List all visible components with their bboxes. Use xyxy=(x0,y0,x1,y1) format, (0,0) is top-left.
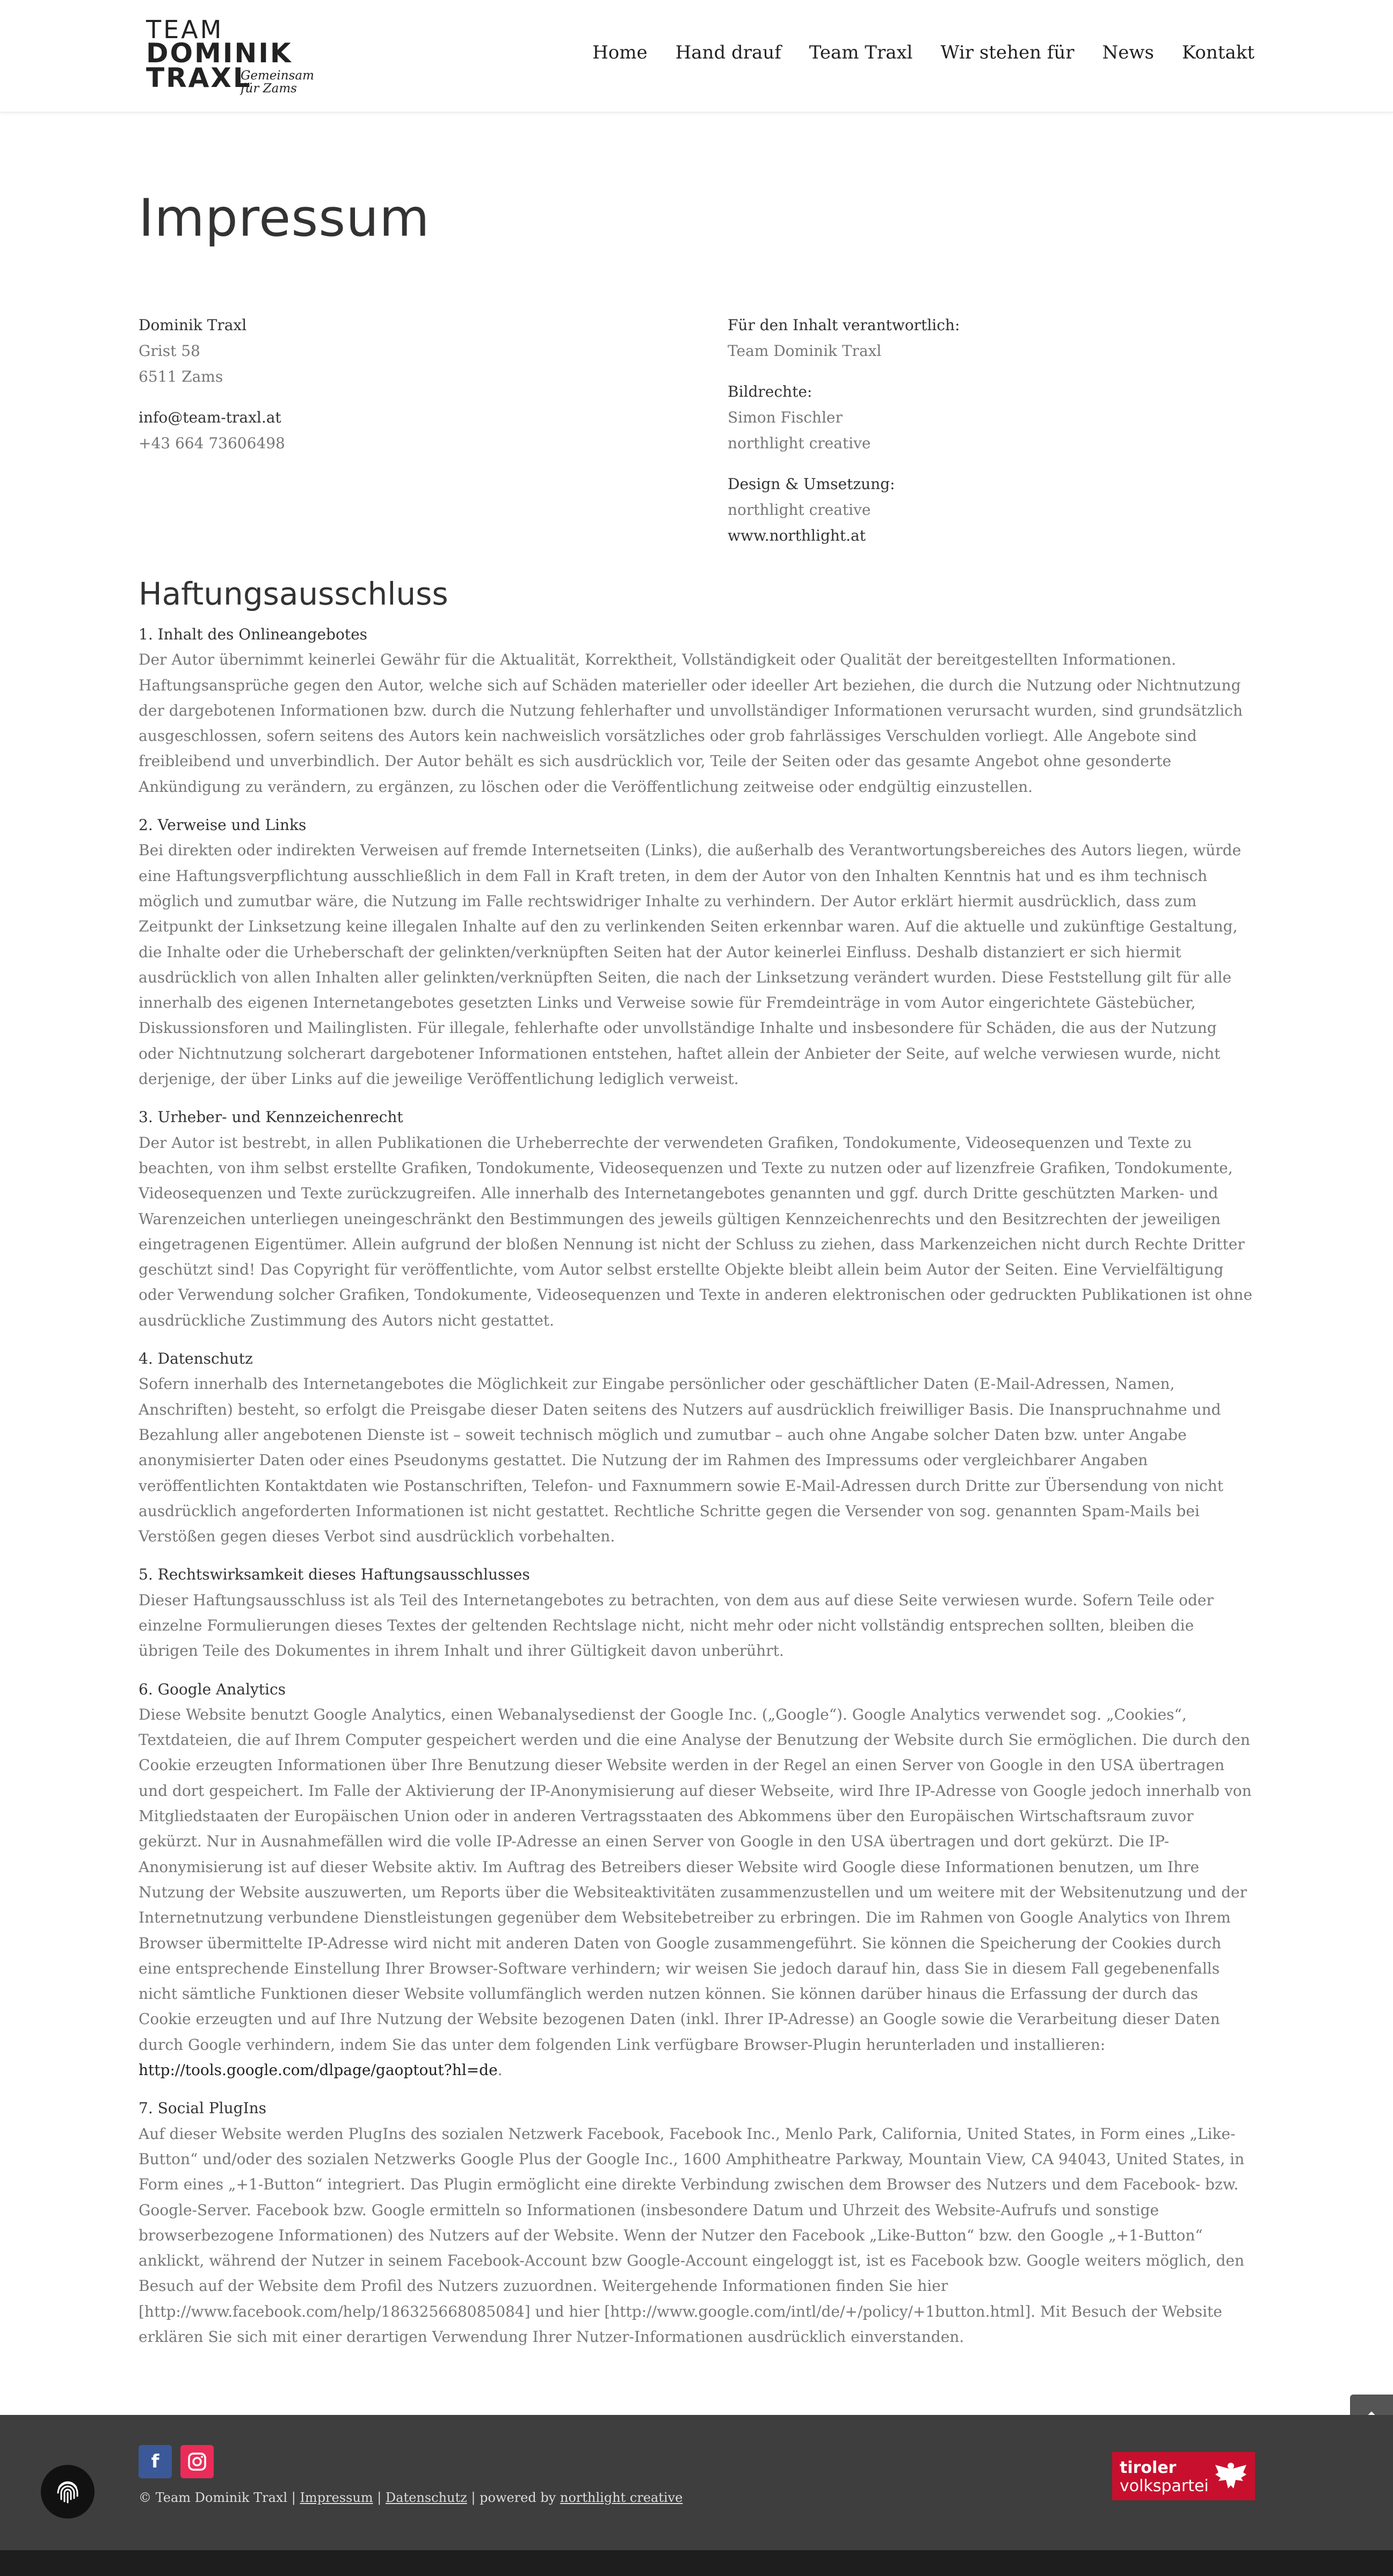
section-text: Der Autor übernimmt keinerlei Gewähr für die Aktualität, Korrektheit, Vollständigkeit oder Qualität der bereitgestellten Informationen. Haftungsansprüche gegen den Autor, welche sich auf Schäden materieller oder ideeller Art beziehen, die durch die Nutzung oder Nichtnutzung der dargebotenen Informationen bzw. durch die Nutzung fehlerhafter und unvollständiger Informationen verursacht wurden, sind grundsätzlich ausgeschlossen, sofern seitens des Autors kein nachweislich vorsätzliches oder grob fahrlässiges Verschulden vorliegt. Alle Angebote sind freibleibend und unverbindlich. Der Autor behält es sich ausdrücklich vor, Teile der Seiten oder das gesamte Angebot ohne gesonderte Ankündigung zu verändern, zu ergänzen, zu löschen oder die Veröffentlichung zeitweise oder endgültig einzustellen. xyxy=(139,651,1243,796)
design-link[interactable]: www.northlight.at xyxy=(728,527,866,544)
section-text: Der Autor ist bestrebt, in allen Publikationen die Urheberrechte der verwendeten Grafiken, Tondokumente, Videosequenzen und Texte zu beachten, von ihm selbst erstellte Grafiken, Tondokumente, Videosequenzen und Texte zu nutzen oder auf lizenzfreie Grafiken, Tondokumente, Videosequenzen und Texte zurückzugreifen. Alle innerhalb des Internetangebotes genannten und ggf. durch Dritte geschützten Marken- und Warenzeichen unterliegen uneingeschränkt den Bestimmungen des jeweils gültigen Kennzeichenrechts und den Besitzrechten der jeweiligen eingetragenen Eigentümer. Allein aufgrund der bloßen Nennung ist nicht der Schluss zu ziehen, dass Markenzeichen nicht durch Rechte Dritter geschützt sind! Das Copyright für veröffentlichte, vom Autor selbst erstellte Objekte bleibt allein beim Autor der Seiten. Eine Vervielfältigung oder Verwendung solcher Grafiken, Tondokumente, Videosequenzen und Texte in anderen elektronischen oder gedruckten Publikationen ist ohne ausdrückliche Zustimmung des Autors nicht gestattet. xyxy=(139,1133,1253,1329)
main-content xyxy=(139,188,1253,2346)
fingerprint-icon xyxy=(52,2476,84,2508)
nav-home[interactable]: Home xyxy=(592,42,648,63)
party-logo-line-2: volkspartei xyxy=(1120,2477,1209,2495)
logo-line-traxl: TRAXL xyxy=(146,62,252,93)
design-value: northlight creative xyxy=(728,501,871,519)
section-heading: 5. Rechtswirksamkeit dieses Haftungsausschlusses xyxy=(139,1566,530,1584)
contact-phone: +43 664 73606498 xyxy=(139,434,285,452)
logo-tagline-1: Gemeinsam xyxy=(241,69,314,83)
instagram-icon xyxy=(187,2452,207,2471)
page-title: Impressum xyxy=(139,188,430,248)
contact-city: 6511 Zams xyxy=(139,368,223,385)
section-social-plugins xyxy=(139,2095,1253,2349)
footer-separator: | xyxy=(373,2490,386,2505)
party-logo-line-1: tiroler xyxy=(1120,2458,1177,2477)
section-text: Dieser Haftungsausschluss ist als Teil des Internetangebotes zu betrachten, von dem aus auf diese Seite verwiesen wurde. Sofern Teile oder einzelne Formulierungen dieses Textes der geltenden Rechtslage nicht, nicht mehr oder nicht vollständig entsprechen sollten, bleiben die übrigen Teile des Dokumentes in ihrem Inhalt und ihrer Gültigkeit davon unberührt. xyxy=(139,1591,1214,1660)
logo-line-dominik: DOMINIK xyxy=(146,38,293,69)
section-text: Sofern innerhalb des Internetangebotes die Möglichkeit zur Eingabe persönlicher oder geschäftlicher Daten (E-Mail-Adressen, Namen, Anschriften) besteht, so erfolgt die Preisgabe dieser Daten seitens des Nutzers auf ausdrücklich freiwilliger Basis. Die Inanspruchnahme und Bezahlung aller angebotenen Dienste ist – soweit technisch möglich und zumutbar – auch ohne Angabe solcher Daten bzw. unter Angabe anonymisierter Daten oder eines Pseudonyms gestattet. Die Nutzung der im Rahmen des Impressums oder vergleichbarer Angaben veröffentlichten Kontaktdaten wie Postanschriften, Telefon- und Faxnummern sowie E-Mail-Adressen durch Dritte zur Übersendung von nicht ausdrücklich angeforderten Informationen ist nicht gestattet. Rechtliche Schritte gegen die Versender von sog. genannten Spam-Mails bei Verstößen gegen dieses Verbot sind ausdrücklich vorbehalten. xyxy=(139,1375,1224,1546)
section-text-end: . xyxy=(497,2061,503,2079)
social-links xyxy=(139,2445,214,2478)
nav-kontakt[interactable]: Kontakt xyxy=(1181,42,1254,63)
footer-datenschutz-link[interactable]: Datenschutz xyxy=(385,2490,467,2505)
section-heading: 7. Social PlugIns xyxy=(139,2099,267,2117)
footer-northlight-link[interactable]: northlight creative xyxy=(560,2490,683,2505)
main-nav xyxy=(592,42,1254,63)
section-privacy xyxy=(139,1346,1253,1549)
responsibility-block xyxy=(728,312,960,549)
footer-bottom-bar xyxy=(0,2550,1393,2576)
section-google-analytics xyxy=(139,1677,1253,2083)
image-rights-value-1: Simon Fischler xyxy=(728,409,843,426)
contact-name: Dominik Traxl xyxy=(139,316,247,334)
logo-line-team: TEAM xyxy=(146,15,224,44)
nav-team-traxl[interactable]: Team Traxl xyxy=(809,42,913,63)
section-copyright xyxy=(139,1104,1253,1333)
section-heading: 3. Urheber- und Kennzeichenrecht xyxy=(139,1108,403,1126)
section-text xyxy=(139,1702,1253,2083)
section-heading: 6. Google Analytics xyxy=(139,1680,286,1698)
nav-hand-drauf[interactable]: Hand drauf xyxy=(675,42,781,63)
footer-copyright xyxy=(139,2490,683,2505)
nav-wir-stehen-fuer[interactable]: Wir stehen für xyxy=(940,42,1075,63)
contact-email-link[interactable]: info@team-traxl.at xyxy=(139,409,281,426)
copyright-text: © Team Dominik Traxl | xyxy=(139,2490,300,2505)
image-rights-value-2: northlight creative xyxy=(728,434,871,452)
section-text-body: Diese Website benutzt Google Analytics, einen Webanalysedienst der Google Inc. („Google“). Google Analytics verwendet sog. „Cookies“, Textdateien, die auf Ihrem Computer gespeichert werden und die eine Analyse der Benutzung der Website durch Sie ermöglichen. Die durch den Cookie erzeugten Informationen über Ihre Benutzung dieser Website werden in der Regel an einen Server von Google in den USA übertragen und dort gespeichert. Im Falle der Aktivierung der IP-Anonymisierung auf dieser Webseite, wird Ihre IP-Adresse von Google jedoch innerhalb von Mitgliedstaaten der Europäischen Union oder in anderen Vertragsstaaten des Abkommens über den Europäischen Wirtschaftsraum zuvor gekürzt. Nur in Ausnahmefällen wird die volle IP-Adresse an einen Server von Google in den USA übertragen und dort gekürzt. Die IP-Anonymisierung ist auf dieser Website aktiv. Im Auftrag des Betreibers dieser Website wird Google diese Informationen benutzen, um Ihre Nutzung der Website auszuwerten, um Reports über die Websiteaktivitäten zusammenzustellen und um weitere mit der Websitenutzung und der Internetnutzung verbundene Dienstleistungen gegenüber dem Websitebetreiber zu erbringen. Die im Rahmen von Google Analytics von Ihrem Browser übermittelte IP-Adresse wird nicht mit anderen Daten von Google zusammengeführt. Sie können die Speicherung der Cookies durch eine entsprechende Einstellung Ihrer Browser-Software verhindern; wir weisen Sie jedoch darauf hin, dass Sie in diesem Fall gegebenenfalls nicht sämtliche Funktionen dieser Website vollumfänglich werden nutzen können. Sie können darüber hinaus die Erfassung der durch das Cookie erzeugten und auf Ihre Nutzung der Website bezogenen Daten (inkl. Ihrer IP-Adresse) an Google sowie die Verarbeitung dieser Daten durch Google verhindern, indem Sie das unter dem folgenden Link verfügbare Browser-Plugin herunterladen und installieren: xyxy=(139,1705,1252,2054)
nav-news[interactable]: News xyxy=(1102,42,1154,63)
contact-block xyxy=(139,312,285,456)
design-label: Design & Umsetzung: xyxy=(728,475,895,493)
section-text: Auf dieser Website werden PlugIns des sozialen Netzwerk Facebook, Facebook Inc., Menlo Park, California, United States, in Form eines „Like-Button“ und/oder des sozialen Netzwerks Google Plus der Google Inc., 1600 Amphitheatre Parkway, Mountain View, CA 94043, United States, in Form eines „+1-Button“ integriert. Das Plugin ermöglicht eine direkte Verbindung zwischen dem Browser des Nutzers und dem Facebook- bzw. Google-Server. Facebook bzw. Google ermitteln so Informationen (insbesondere Datum und Uhrzeit des Website-Aufrufs und sonstige browserbezogene Informationen) des Nutzers auf der Website. Wenn der Nutzer den Facebook „Like-Button“ bzw. den Google „+1-Button“ anklickt, während der Nutzer in seinem Facebook-Account bzw Google-Account eingeloggt ist, ist es Facebook bzw. Google weiters möglich, den Besuch auf der Website dem Profil des Nutzers zuzuordnen. Weitergehende Informationen finden Sie hier [http://www.facebook.com/help/186325668085084] und hier [http://www.google.com/intl/de/+/policy/+1button.html]. Mit Besuch der Website erklären Sie sich mit einer derartigen Verwendung Ihrer Nutzer-Informationen ausdrücklich einverstanden. xyxy=(139,2124,1245,2346)
site-header xyxy=(0,0,1393,113)
content-responsible-label: Für den Inhalt verantwortlich: xyxy=(728,316,960,334)
footer-powered-text: | powered by xyxy=(467,2490,560,2505)
disclaimer-sections xyxy=(139,622,1253,2362)
gaoptout-link[interactable]: http://tools.google.com/dlpage/gaoptout?hl=de xyxy=(139,2061,498,2079)
logo-tagline-2: für Zams xyxy=(241,82,297,96)
section-heading: 4. Datenschutz xyxy=(139,1350,253,1368)
site-logo[interactable] xyxy=(145,15,317,96)
content-responsible-value: Team Dominik Traxl xyxy=(728,342,882,360)
facebook-icon: f xyxy=(151,2451,159,2472)
facebook-button[interactable] xyxy=(139,2445,172,2478)
disclaimer-title: Haftungsausschluss xyxy=(139,576,448,612)
section-heading: 2. Verweise und Links xyxy=(139,816,307,834)
cookie-settings-button[interactable] xyxy=(41,2465,95,2519)
section-links xyxy=(139,812,1253,1091)
contact-street: Grist 58 xyxy=(139,342,200,360)
section-heading: 1. Inhalt des Onlineangebotes xyxy=(139,625,368,643)
section-online-content xyxy=(139,622,1253,799)
tiroler-volkspartei-logo[interactable] xyxy=(1112,2452,1255,2500)
eagle-icon xyxy=(1213,2458,1249,2494)
image-rights-label: Bildrechte: xyxy=(728,383,812,401)
section-text: Bei direkten oder indirekten Verweisen auf fremde Internetseiten (Links), die außerhalb des Verantwortungsbereiches des Autors liegen, würde eine Haftungsverpflichtung ausschließlich in dem Fall in Kraft treten, in dem der Autor von den Inhalten Kenntnis hat und es ihm technisch möglich und zumutbar wäre, die Nutzung im Falle rechtswidriger Inhalte zu verhindern. Der Autor erklärt hiermit ausdrücklich, dass zum Zeitpunkt der Linksetzung keine illegalen Inhalte auf den zu verlinkenden Seiten erkennbar waren. Auf die aktuelle und zukünftige Gestaltung, die Inhalte oder die Urheberschaft der gelinkten/verknüpften Seiten hat der Autor keinerlei Einfluss. Deshalb distanziert er sich hiermit ausdrücklich von allen Inhalten aller gelinkten/verknüpften Seiten, die nach der Linksetzung verändert wurden. Diese Feststellung gilt für alle innerhalb des eigenen Internetangebotes gesetzten Links und Verweise sowie für Fremdeinträge in vom Autor eingerichtete Gästebücher, Diskussionsforen und Mailinglisten. Für illegale, fehlerhafte oder unvollständige Inhalte und insbesondere für Schäden, die aus der Nutzung oder Nichtnutzung solcherart dargebotener Informationen entstehen, haftet allein der Anbieter der Seite, auf welche verwiesen wurde, nicht derjenige, der über Links auf die jeweilige Veröffentlichung lediglich verweist. xyxy=(139,841,1242,1088)
footer-impressum-link[interactable]: Impressum xyxy=(300,2490,373,2505)
section-validity xyxy=(139,1562,1253,1663)
instagram-button[interactable] xyxy=(180,2445,214,2478)
